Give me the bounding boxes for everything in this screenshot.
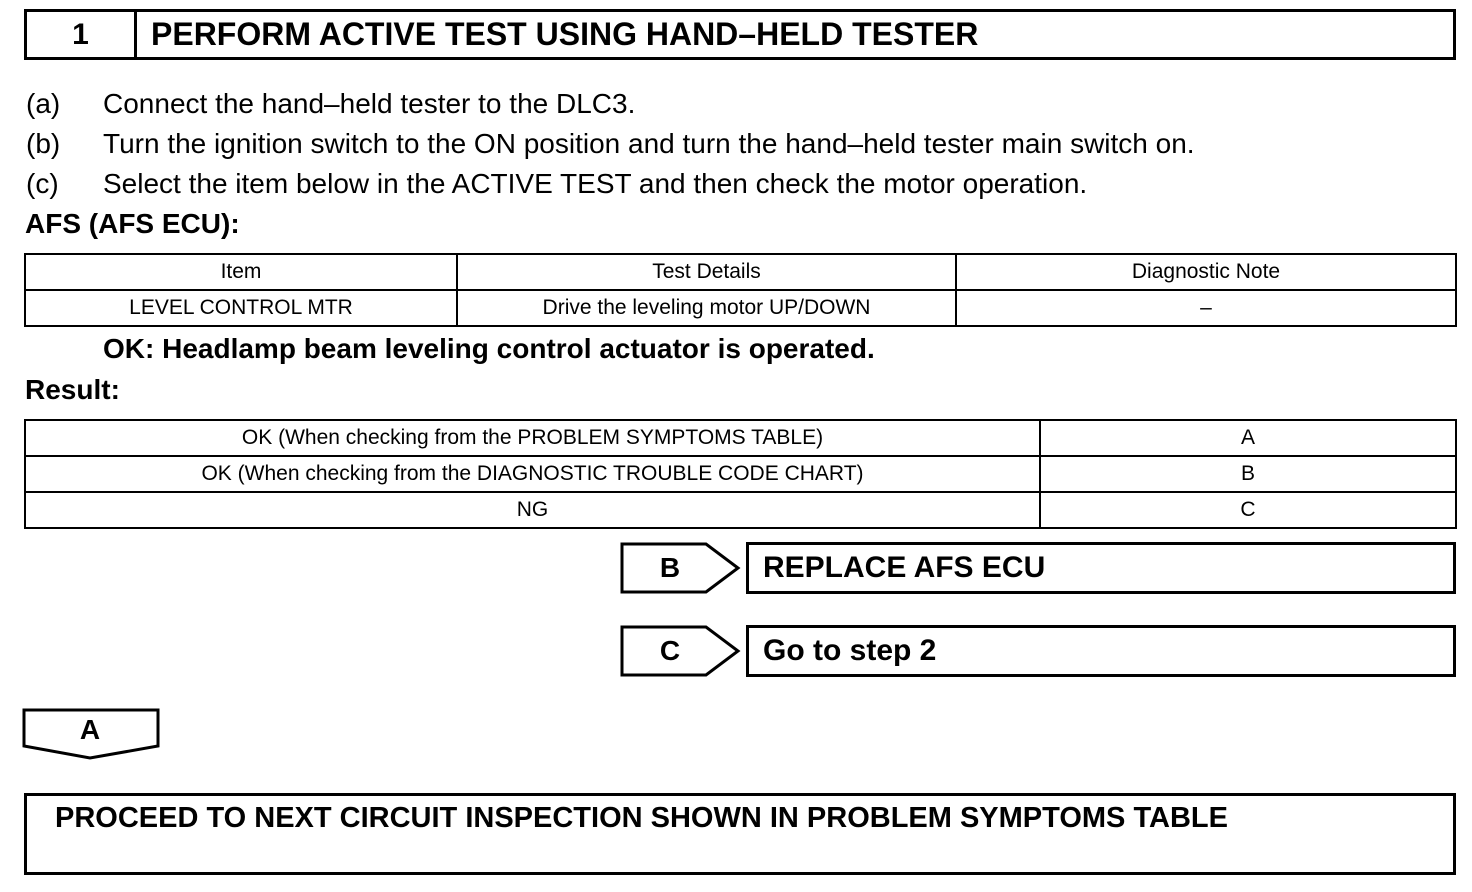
result-code: B <box>1040 456 1456 492</box>
header-test-details: Test Details <box>457 254 956 290</box>
table-row <box>25 290 1456 326</box>
instruction-label: (a) <box>26 88 61 119</box>
branch-letter: C <box>659 635 681 666</box>
header-item: Item <box>25 254 457 290</box>
step-number: 1 <box>27 12 137 57</box>
header-diagnostic-note: Diagnostic Note <box>956 254 1456 290</box>
result-code: C <box>1040 492 1456 528</box>
table-header-row <box>25 254 1456 290</box>
instruction-c <box>26 168 1087 200</box>
instruction-a <box>26 88 635 120</box>
branch-c-action: Go to step 2 <box>746 625 1456 677</box>
result-heading: Result: <box>25 374 120 405</box>
branch-b-action: REPLACE AFS ECU <box>746 542 1456 594</box>
active-test-table <box>24 253 1457 327</box>
afs-heading: AFS (AFS ECU): <box>25 208 240 239</box>
branch-a-arrow <box>22 708 162 760</box>
result-table <box>24 419 1457 529</box>
table-row <box>25 456 1456 492</box>
step-header <box>24 9 1456 60</box>
instruction-label: (b) <box>26 128 61 159</box>
result-condition: NG <box>25 492 1040 528</box>
result-condition: OK (When checking from the DIAGNOSTIC TROUBLE CODE CHART) <box>25 456 1040 492</box>
instruction-text: Connect the hand–held tester to the DLC3. <box>103 88 636 119</box>
branch-c-arrow <box>620 625 744 677</box>
table-row <box>25 492 1456 528</box>
step-title: PERFORM ACTIVE TEST USING HAND–HELD TESTER <box>151 16 979 52</box>
result-code: A <box>1040 420 1456 456</box>
cell-item: LEVEL CONTROL MTR <box>25 290 457 326</box>
cell-diagnostic-note: – <box>956 290 1456 326</box>
result-condition: OK (When checking from the PROBLEM SYMPTOMS TABLE) <box>25 420 1040 456</box>
branch-letter: B <box>659 552 681 583</box>
branch-b-arrow <box>620 542 744 594</box>
final-action: PROCEED TO NEXT CIRCUIT INSPECTION SHOWN IN PROBLEM SYMPTOMS TABLE <box>24 793 1456 875</box>
table-row <box>25 420 1456 456</box>
instruction-label: (c) <box>26 168 59 199</box>
instruction-text: Select the item below in the ACTIVE TEST and then check the motor operation. <box>103 168 1088 199</box>
branch-letter: A <box>79 714 101 745</box>
instruction-text: Turn the ignition switch to the ON position and turn the hand–held tester main switch on. <box>103 128 1195 159</box>
instruction-b <box>26 128 1195 160</box>
ok-criteria: OK: Headlamp beam leveling control actuator is operated. <box>103 333 875 364</box>
cell-test-details: Drive the leveling motor UP/DOWN <box>457 290 956 326</box>
